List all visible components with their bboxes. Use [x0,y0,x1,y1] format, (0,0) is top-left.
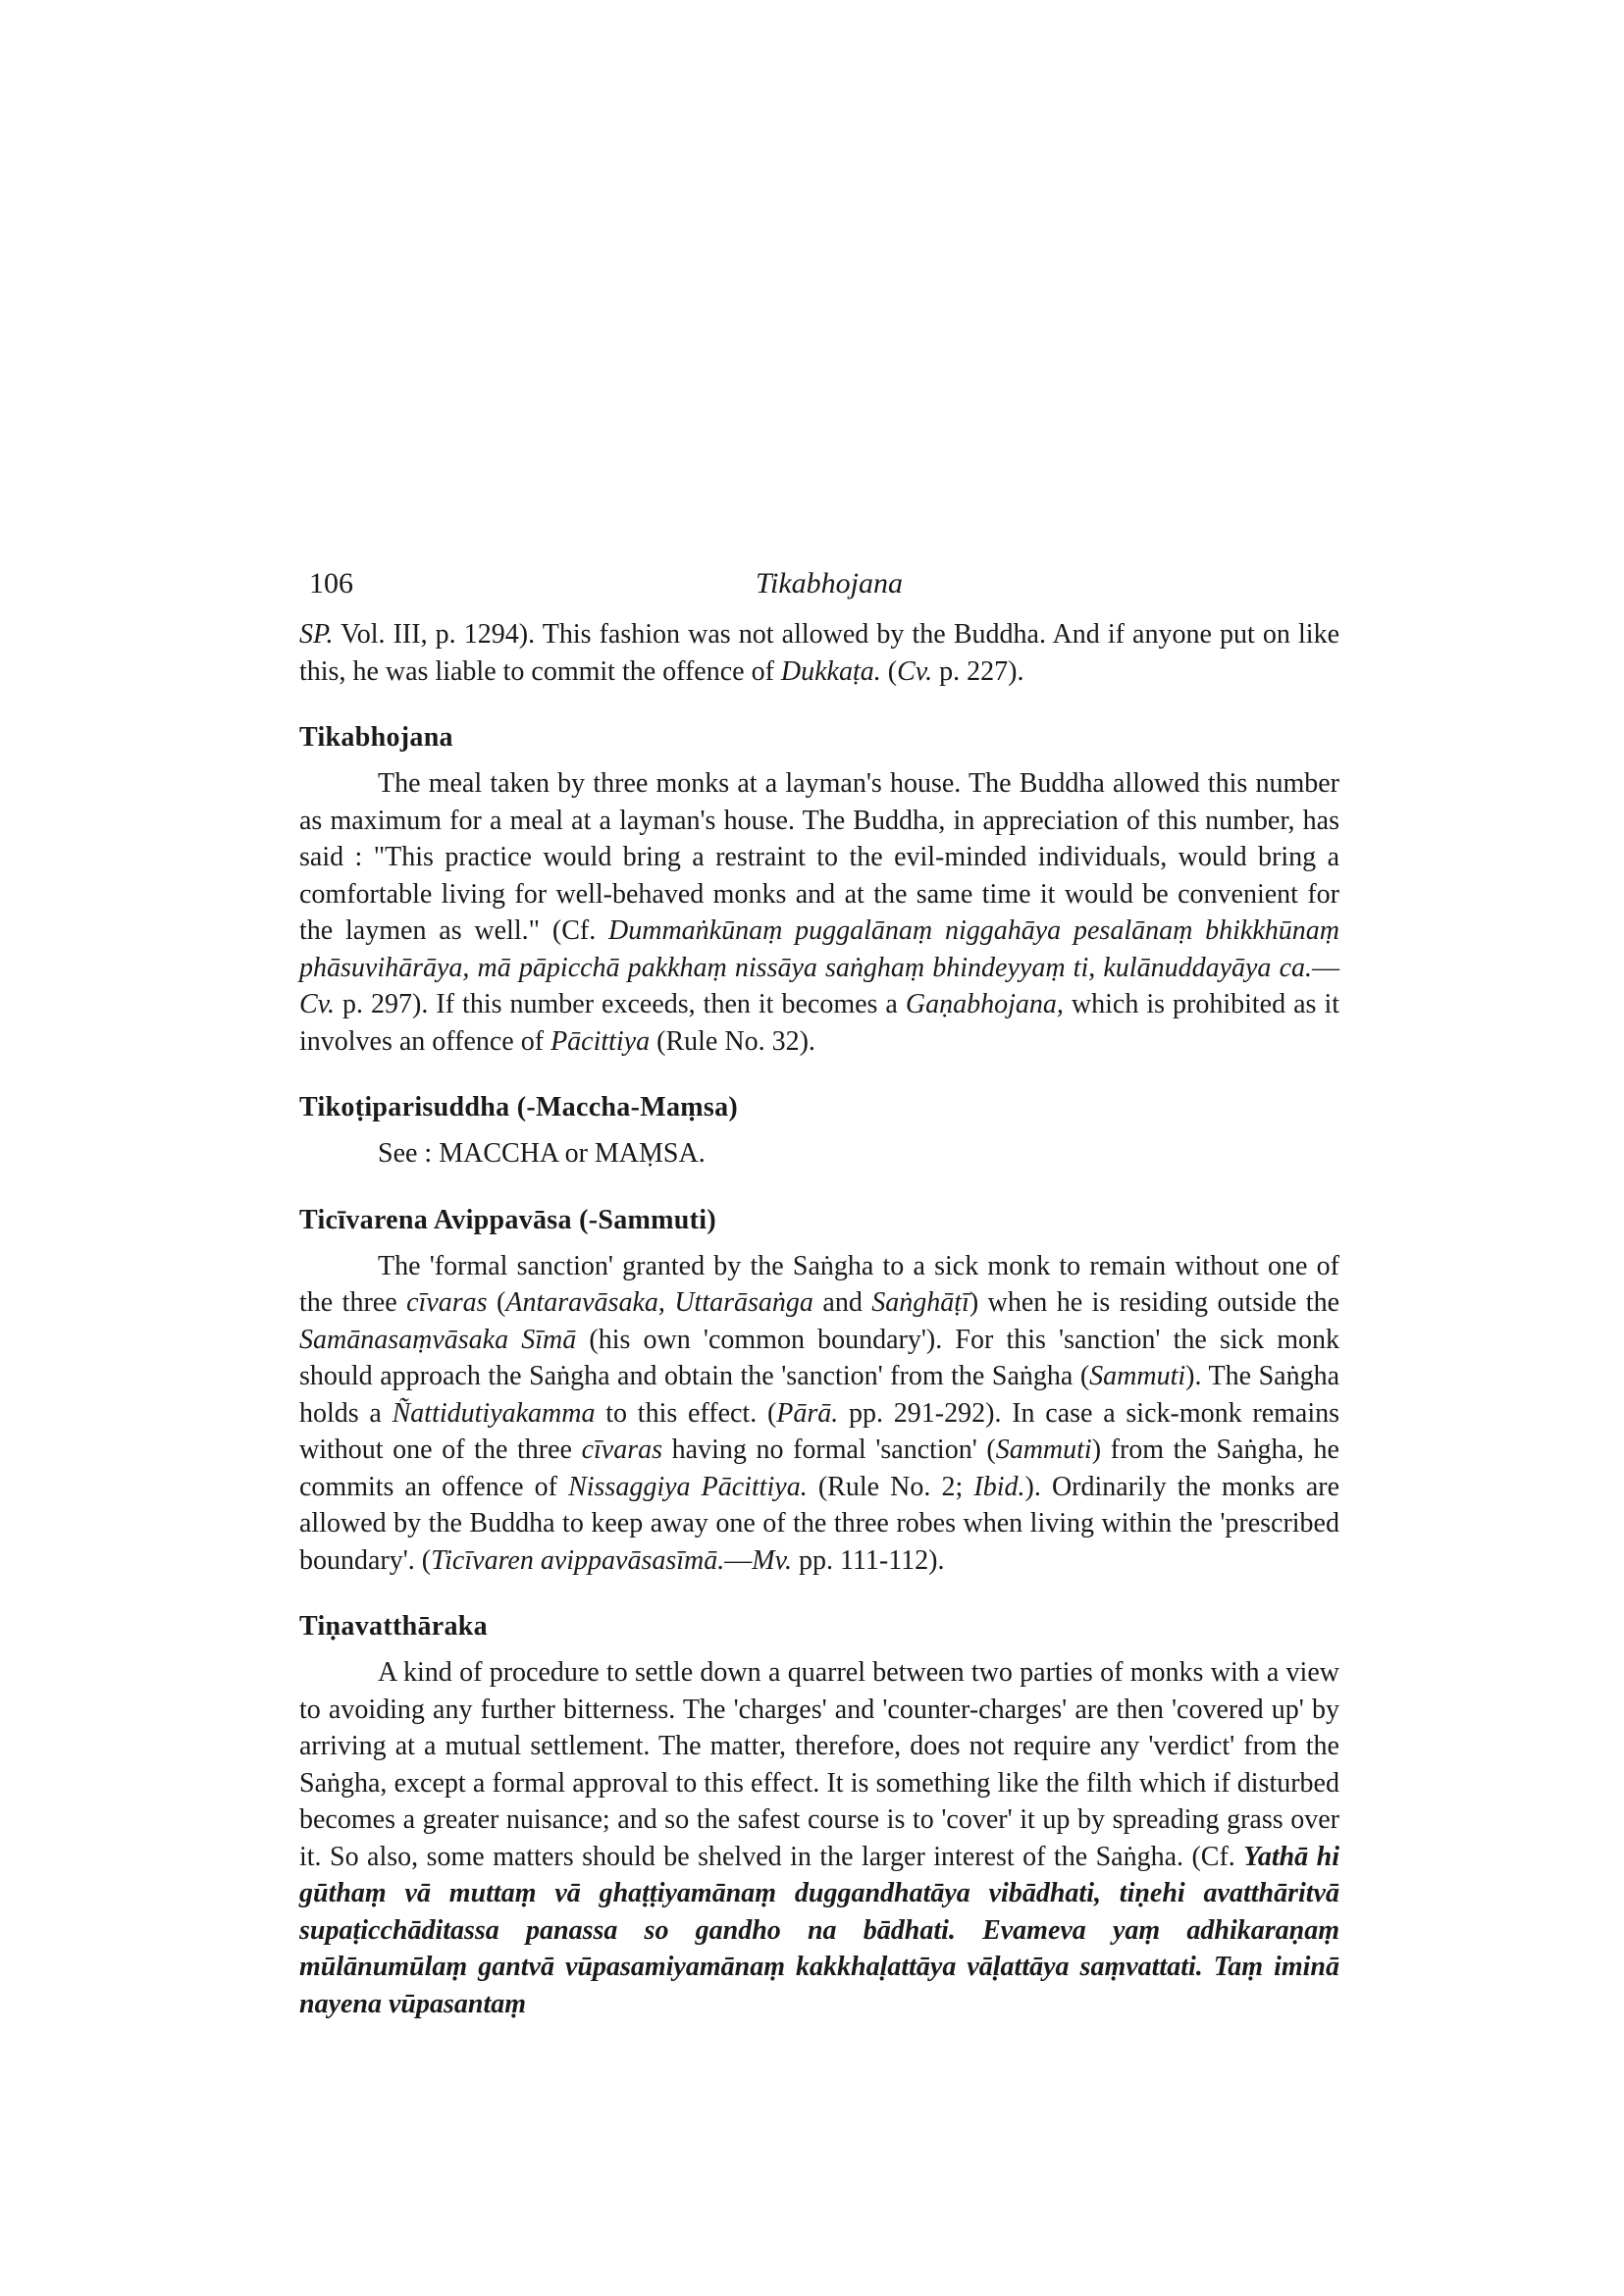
pali-term: Sammuti [995,1435,1092,1465]
paragraph-text-1: A kind of procedure to settle down a quarrel between two parties of monks with a view to avoiding any further bitterness. The 'charges' and 'counter-charges' are then 'covered up' by arriving at a mutual settlement. The matter, therefore, does not require any 'verdict' from the Saṅgha, except a formal approval to this effect. It is something like the filth which if disturbed becomes a greater nuisance; and so the safest course is to 'cover' it up by spreading grass over it. So also, some matters should be shelved in the larger interest of the Saṅgha. (Cf. [299,1657,1339,1872]
paragraph-text-7: which is prohibited as it involves an offence of [299,989,1340,1057]
paragraph-text-13: to this effect. ( [595,1397,777,1429]
citation-source: Mv. [752,1544,792,1576]
paragraph-text-21: (Rule No. 2; [807,1471,974,1502]
pali-term: Sammuti [1089,1361,1186,1391]
pali-term: Gaṇabhojana, [905,989,1064,1019]
page-header [309,567,1349,610]
paragraph-text-5: p. 297). If this number exceeds, then it becomes a [335,989,906,1019]
cross-reference [299,1135,1339,1173]
entry-heading: Tiṇavatthāraka [299,1611,488,1642]
intro-text-2: Vol. III, p. 1294). This fashion was not allowed by the Buddha. And if anyone put on like this, he was liable to commit the offence of [299,619,1339,687]
pali-term: cīvaras [406,1287,488,1318]
pali-term: Ñattidutiyakamma [392,1397,596,1429]
pali-term: Samānasaṃvāsaka Sīmā [299,1324,577,1355]
paragraph-text-27: pp. 111-112). [791,1544,945,1576]
pali-quote: Ticīvaren avippavāsasīmā. [431,1544,725,1576]
intro-text-3: Dukkaṭa. [780,655,881,687]
paragraph-text-17: having no formal 'sanction' ( [662,1435,996,1465]
entry-paragraph [299,1654,1339,2022]
pali-quote: Yathā hi gūthaṃ vā muttaṃ vā ghaṭṭiyamānaṃ duggandhatāya vibādhati, tiṇehi avatthāritvā supaṭicchāditassa panassa so gandho na bādhati. Evameva yaṃ adhikaraṇaṃ mūlānumūlaṃ gantvā vūpasamiyamānaṃ kakkhaḷattāya vāḷattāya saṃvattati. Taṃ iminā nayena vūpasantaṃ [299,1841,1339,2019]
paragraph-text-1: The meal taken by three monks at a layman's house. The Buddha allowed this number as maximum for a meal at a layman's house. The Buddha, in appreciation of this number, has said : "This practice would bring a restraint to the evil-minded individuals, would bring a comfortable living for well-behaved monks and at the same time it would be convenient for the laymen as well." (Cf. [299,768,1339,946]
pali-term: Nissaggiya Pācittiya. [568,1471,808,1502]
entry-paragraph [299,765,1339,1060]
entry-ticivarena [299,1202,1339,1580]
paragraph-text-25: — [724,1544,753,1576]
citation-source: Pārā. [776,1397,839,1429]
pali-term: Antaravāsaka, Uttarāsaṅga [505,1287,813,1318]
paragraph-text-3: — [1312,952,1339,983]
citation-source: Ibid. [973,1471,1025,1502]
see-label: See : [378,1138,433,1169]
paragraph-text-9: (his own 'common boundary'). For this 'sanction' the sick monk should approach the Saṅgha and obtain the 'sanction' from the Saṅgha ( [299,1324,1339,1391]
pali-term: Pācittiya [550,1025,651,1057]
paragraph-text-3: ( [487,1287,506,1318]
pali-quote: Dummaṅkūnaṃ puggalānaṃ niggahāya pesalānaṃ bhikkhūnaṃ phāsuvihārāya, mā pāpicchā pakkhaṃ nissāya saṅghaṃ bhindeyyaṃ ti, kulānuddayāya ca. [299,915,1339,983]
paragraph-text-15: pp. 291-292). In case a sick-monk remains without one of the three [299,1397,1340,1465]
paragraph-text-7: ) when he is residing outside the [969,1287,1340,1318]
entry-tikabhojana [299,719,1339,1060]
paragraph-text-5: and [812,1287,872,1318]
pali-term: cīvaras [581,1435,663,1465]
see-target: MACCHA or MAṂSA. [439,1138,706,1169]
paragraph-text-9: (Rule No. 32). [650,1025,815,1057]
entry-heading: Tikabhojana [299,722,453,753]
page-content [299,616,1339,2022]
intro-paragraph [299,616,1339,690]
paragraph-text-23: ). Ordinarily the monks are allowed by the Buddha to keep away one of the three robes when living within the 'prescribed boundary'. ( [299,1471,1339,1576]
citation-source: Cv. [299,989,336,1019]
paragraph-text-11: ). The Saṅgha holds a [299,1361,1340,1429]
pali-term: Saṅghāṭī [871,1287,969,1318]
intro-text-6: p. 227). [932,655,1024,687]
entry-tinavattharaka [299,1608,1339,2022]
entry-heading: Tikoṭiparisuddha (-Maccha-Maṃsa) [299,1092,738,1122]
running-head: Tikabhojana [755,567,903,600]
entry-heading: Ticīvarena Avippavāsa (-Sammuti) [299,1204,716,1235]
intro-text-1: SP. [299,619,334,650]
entry-paragraph [299,1248,1339,1580]
page-number: 106 [309,567,353,600]
entry-tikotiparisuddha [299,1089,1339,1173]
paragraph-text-1: The 'formal sanction' granted by the Saṅgha to a sick monk to remain without one of the three [299,1250,1339,1318]
paragraph-text-19: ) from the Saṅgha, he commits an offence of [299,1435,1339,1502]
intro-text-5: Cv. [897,655,933,687]
intro-text-4: ( [880,655,898,687]
